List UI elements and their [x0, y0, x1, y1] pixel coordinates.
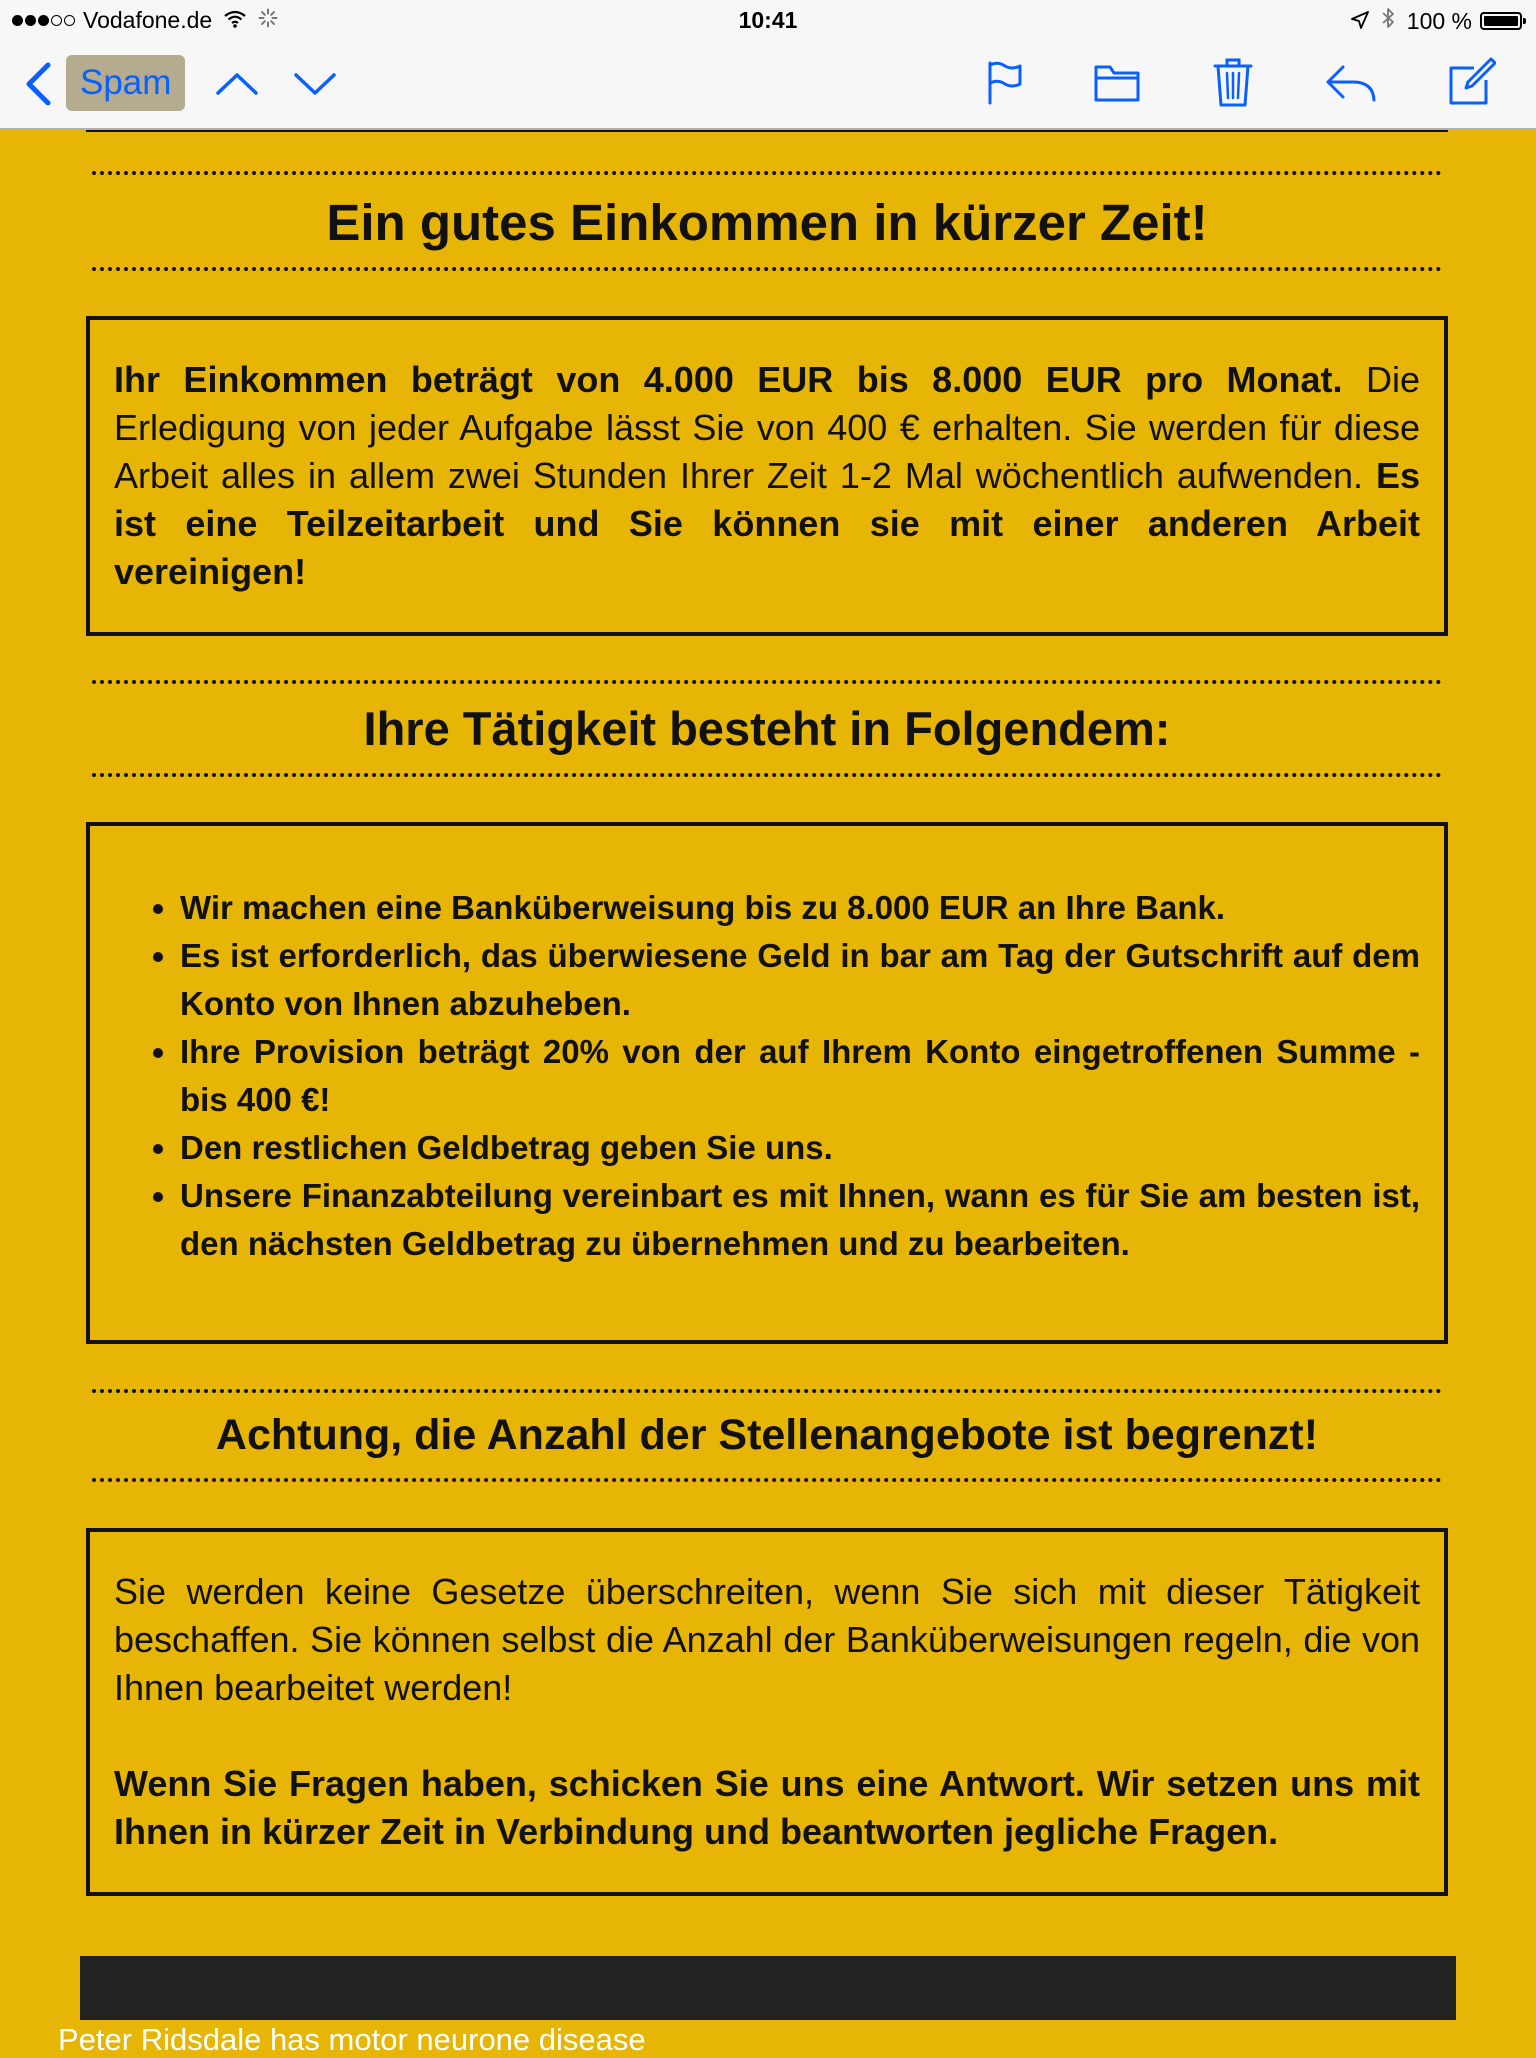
list-item: • Es ist erforderlich, das überwiesene Geld in bar am Tag der Gutschrift auf dem Konto von Ihnen abzuheben.: [180, 932, 1420, 1028]
back-button[interactable]: [18, 60, 58, 108]
move-to-folder-button[interactable]: [1092, 58, 1142, 108]
location-arrow-icon: [1351, 8, 1369, 35]
questions-paragraph: Wenn Sie Fragen haben, schicken Sie uns eine Antwort. Wir setzen uns mit Ihnen in kürzer Zeit in Verbindung und beantworten jegliche Fragen.: [114, 1763, 1420, 1852]
activity-box: [86, 822, 1448, 1344]
footer-bar: [80, 1956, 1456, 2020]
income-bold-outro: Es ist eine Teilzeitarbeit und Sie können sie mit einer anderen Arbeit vereinigen!: [114, 455, 1420, 592]
activity-list: [114, 884, 1420, 1268]
reply-button[interactable]: [1322, 58, 1380, 108]
folder-icon: [1094, 63, 1140, 103]
previous-message-button[interactable]: [212, 64, 262, 104]
mailbox-spam-button[interactable]: Spam: [66, 55, 185, 111]
income-normal-text: Die Erledigung von jeder Aufgabe lässt Sie von 400 € erhalten. Sie werden für diese Arbeit alles in allem zwei Stunden Ihrer Zeit 1-2 Mal wöchentlich aufwenden.: [114, 359, 1420, 496]
top-rule: [86, 130, 1448, 132]
email-body: [86, 130, 1448, 1896]
income-bold-intro: Ihr Einkommen beträgt von 4.000 EUR bis 8.000 EUR pro Monat.: [114, 359, 1343, 400]
compose-button[interactable]: [1446, 54, 1498, 108]
reply-arrow-icon: [1325, 63, 1377, 103]
income-box: [86, 316, 1448, 636]
list-item: • Den restlichen Geldbetrag geben Sie uns.: [180, 1124, 1420, 1172]
legal-paragraph: Sie werden keine Gesetze überschreiten, wenn Sie sich mit dieser Tätigkeit beschaffen. Sie können selbst die Anzahl der Banküberweisungen regeln, die von Ihnen bearbeitet werden!: [114, 1571, 1420, 1708]
chevron-left-icon: [24, 62, 52, 106]
list-item: • Ihre Provision beträgt 20% von der auf Ihrem Konto eingetroffenen Summe - bis 400 €!: [180, 1028, 1420, 1124]
bluetooth-icon: [1381, 7, 1395, 35]
battery-percentage: 100 %: [1406, 7, 1472, 34]
heading-income: Ein gutes Einkommen in kürzer Zeit!: [92, 171, 1442, 271]
heading-activity: Ihre Tätigkeit besteht in Folgendem:: [92, 680, 1442, 777]
chevron-up-icon: [215, 71, 259, 97]
flag-icon: [985, 60, 1025, 106]
status-time: 10:41: [738, 7, 798, 33]
info-box: [86, 1528, 1448, 1896]
flag-button[interactable]: [980, 58, 1030, 108]
heading-warning: Achtung, die Anzahl der Stellenangebote ist begrenzt!: [92, 1389, 1442, 1482]
footer-caption: Peter Ridsdale has motor neurone disease: [58, 2022, 646, 2057]
next-message-button[interactable]: [290, 64, 340, 104]
status-bar: [0, 0, 1536, 40]
list-item: • Wir machen eine Banküberweisung bis zu 8.000 EUR an Ihre Bank.: [180, 884, 1420, 932]
delete-button[interactable]: [1208, 54, 1258, 110]
trash-icon: [1213, 56, 1253, 108]
compose-icon: [1448, 56, 1496, 106]
list-item: • Unsere Finanzabteilung vereinbart es mit Ihnen, wann es für Sie am besten ist, den nächsten Geldbetrag zu übernehmen und zu bearbeiten.: [180, 1172, 1420, 1268]
carrier-name: Vodafone.de: [83, 7, 213, 33]
mail-toolbar: [0, 40, 1536, 129]
status-right: [1351, 7, 1522, 35]
chevron-down-icon: [293, 71, 337, 97]
battery-icon: [1480, 12, 1522, 30]
